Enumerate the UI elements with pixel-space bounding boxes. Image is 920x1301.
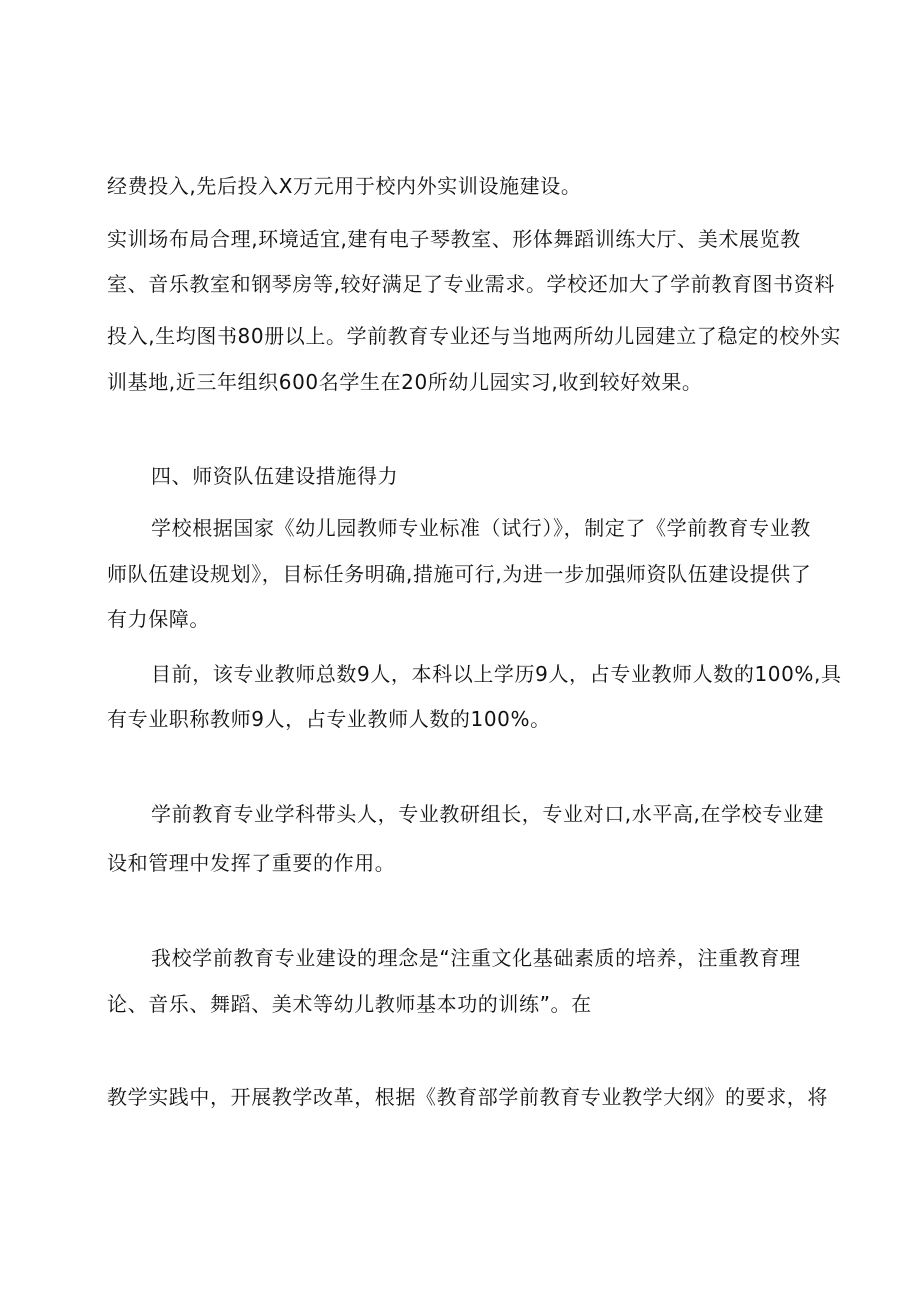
- text-line: 学校根据国家《幼儿园教师专业标准（试行）》，制定了《学前教育专业教: [151, 516, 811, 540]
- text-line: 设和管理中发挥了重要的作用。: [107, 851, 396, 875]
- text-line: 室、音乐教室和钢琴房等,较好满足了专业需求。学校还加大了学前教育图书资料: [107, 272, 835, 296]
- text-line: 目前，该专业教师总数9人，本科以上学历9人，占专业教师人数的100%,具: [151, 662, 842, 686]
- text-line: 有力保障。: [107, 607, 210, 631]
- text-line: 有专业职称教师9人，占专业教师人数的100%。: [107, 707, 551, 731]
- text-line: 学前教育专业学科带头人，专业教研组长，专业对口,水平高,在学校专业建: [151, 802, 825, 826]
- section-heading: 四、师资队伍建设措施得力: [151, 464, 399, 488]
- text-line: 师队伍建设规划》，目标任务明确,措施可行,为进一步加强师资队伍建设提供了: [107, 562, 812, 586]
- text-line: 实训场布局合理,环境适宜,建有电子琴教室、形体舞蹈训练大厅、美术展览教: [107, 227, 801, 251]
- text-line: 我校学前教育专业建设的理念是“注重文化基础素质的培养，注重教育理: [151, 946, 801, 970]
- text-line: 经费投入,先后投入X万元用于校内外实训设施建设。: [107, 174, 582, 198]
- text-line: 教学实践中，开展教学改革，根据《教育部学前教育专业教学大纲》的要求，将: [107, 1085, 828, 1109]
- text-line: 训基地,近三年组织600名学生在20所幼儿园实习,收到较好效果。: [107, 370, 703, 394]
- text-line: 投入,生均图书80册以上。学前教育专业还与当地两所幼儿园建立了稳定的校外实: [107, 324, 842, 348]
- text-line: 论、音乐、舞蹈、美术等幼儿教师基本功的训练”。在: [107, 992, 592, 1016]
